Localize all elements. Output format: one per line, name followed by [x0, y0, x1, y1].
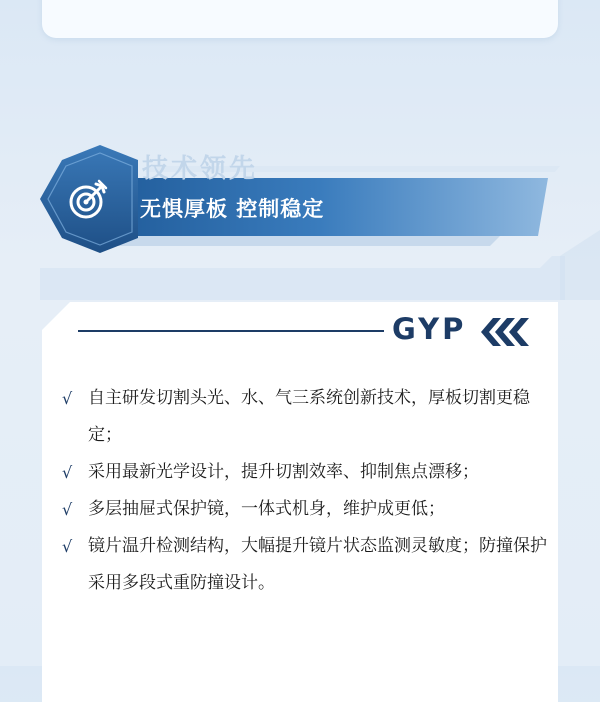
- check-mark-icon: √: [62, 463, 73, 482]
- feature-text: 自主研发切割头光、水、气三系统创新技术，厚板切割更稳定；: [88, 388, 530, 445]
- triple-chevron-left-icon: [479, 318, 535, 346]
- feature-text: 采用最新光学设计，提升切割效率、抑制焦点漂移；: [88, 462, 479, 482]
- feature-text: 镜片温升检测结构，大幅提升镜片状态监测灵敏度；防撞保护采用多段式重防撞设计。: [88, 536, 547, 593]
- check-mark-icon: √: [62, 500, 73, 519]
- section-title: 技术领先: [142, 154, 259, 184]
- section-banner: [0, 0, 600, 300]
- target-arrow-icon: [60, 172, 116, 228]
- feature-item: [62, 491, 552, 528]
- brand-name: GYP: [392, 312, 467, 346]
- feature-item: [62, 528, 552, 602]
- check-mark-icon: √: [62, 537, 73, 556]
- check-mark-icon: √: [62, 389, 73, 408]
- feature-item: [62, 380, 552, 454]
- feature-item: [62, 454, 552, 491]
- brand-divider: [78, 330, 384, 332]
- feature-text: 多层抽屉式保护镜，一体式机身，维护成更低；: [88, 499, 445, 519]
- feature-list: [62, 380, 552, 602]
- section-subtitle: 无惧厚板 控制稳定: [140, 197, 325, 221]
